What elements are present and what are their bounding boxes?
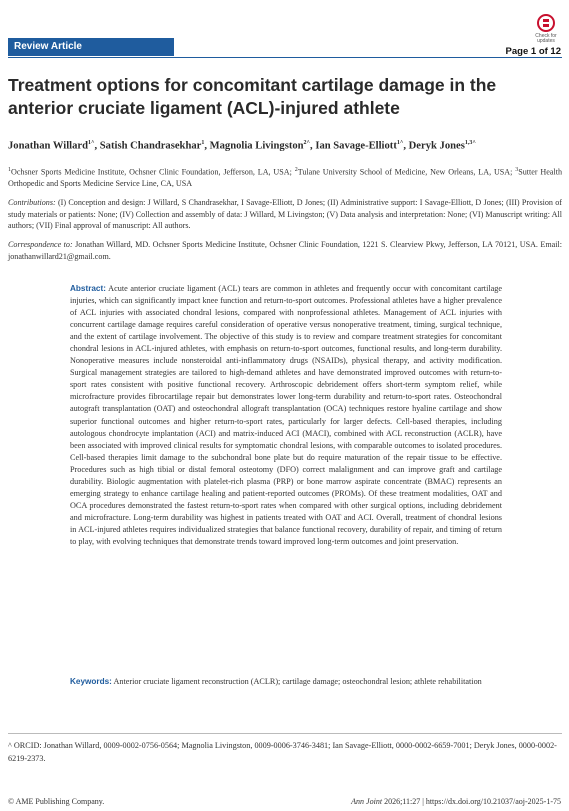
contributions-text: (I) Conception and design: J Willard, S Chandrasekhar, I Savage-Elliott, D Jones; (II) Administrative support: I Savage-Elliott, D Jones; (III) Provision of study materials or patients: None; (IV) Collection and assembly of data: J Willard, M Livingston; (V) Data analysis and interpretation: None; (VI) Manuscript writing: All authors; (VII) Final approval of manuscript: All authors. [8,198,562,231]
contributions-label: Contributions: [8,198,56,207]
author-affiliation: 1,3^ [464,140,476,146]
article-type-badge: Review Article [8,38,174,56]
author-affiliation: 1^ [396,140,404,146]
author-name: Satish Chandrasekhar [99,140,202,152]
author-name: Ian Savage-Elliott [315,140,397,152]
contributions [8,197,562,232]
keywords [70,676,502,688]
affiliation-text: Tulane University School of Medicine, New Orleans, LA, USA; [297,167,516,177]
article-title: Treatment options for concomitant cartilage damage in the anterior cruciate ligament (ACL)-injured athlete [8,75,497,118]
journal-citation [351,797,561,806]
author-affiliation: 2^ [303,140,311,146]
affiliations [8,165,562,190]
citation-doi: 2026;11:27 | https://dx.doi.org/10.21037/aoj-2025-1-75 [382,797,561,806]
affiliation-number: 2 [294,167,298,173]
keywords-label: Keywords: [70,677,112,686]
abstract [70,283,502,548]
author-affiliation: 1^ [87,140,95,146]
author-list: Jonathan Willard$^{1\^{}}$, Satish Chandrasekhar$^1$, Magnolia Livingston$^{2\^{}}$, Ian Savage-Elliott$^{1\^{}}$, Deryk Jones$^{1,3\^{}}$ [8,140,476,152]
abstract-text: Acute anterior cruciate ligament (ACL) tears are common in athletes and frequently occur with concomitant cartilage injuries, which can significantly impact knee function and return-to-sport outcomes. Professional athletes have a higher prevalence of ACL injuries with associated chondral lesions, compared with nonprofessional athletes. Management of ACL injuries with concurrent cartilage damage requires careful consideration of operative versus nonoperative treatment, timing, surgical technique, and the extent of cartilage involvement. The objective of this study is to review and compare treatment strategies for concomitant chondral lesions in ACL-injured athletes, with emphasis on return-to-sport outcomes, functional results, and long-term durability. Nonoperative measures include nonsteroidal anti-inflammatory drugs (NSAIDs), physical therapy, and activity modification. Surgical management strategies are tailored to high-demand athletes and have demonstrated improved outcomes with return-to-sport rates consistent with positive functional recovery. Arthroscopic debridement offers short-term symptom relief, while microfracture provides fibrocartilage repair but demonstrates lower long-term durability and return-to-sport rates. Osteochondral autograft transplantation (OAT) and osteochondral allograft transplantation (OCA) techniques restore hyaline cartilage and show superior functional outcomes and higher return-to-sport rates, particularly for larger defects. Cell-based therapies, including autologous chondrocyte implantation (ACI) and matrix-induced ACI (MACI), combined with ACL reconstruction (ACLR), have been associated with improved clinical results for symptomatic chondral lesions, with comparable outcomes to isolated procedures. Cell-based therapies limit damage to the subchondral bone plate but do require maturation of the repair tissue to be effective. Procedures such as high tibial or distal femoral osteotomy (DFO) correct malalignment and can improve graft and cartilage durability. Biologic augmentation with platelet-rich plasma (PRP) or bone marrow aspirate concentrate (BMAC) represents an emerging strategy to enhance cartilage healing and patient-reported outcomes (PROMs). Of these treatment modalities, OAT and OCA procedures demonstrated the fastest return-to-sport rates when compared with other surgical options, including debridement and microfracture. Long-term durability was highest in patients treated with OAT and ACI. Overall, treatment of chondral lesions in ACL-injured athletes requires individualized strategies that balance functional recovery, durability of repair, and timing of return to play, with evolving techniques that demonstrate trends toward improved long-term outcomes and joint preservation. [70,284,502,546]
publisher-copyright: © AME Publishing Company. [8,797,105,806]
author-name: Jonathan Willard [8,140,88,152]
journal-name: Ann Joint [351,797,383,806]
correspondence-label: Correspondence to: [8,240,73,249]
check-for-updates-label: Check for updates [535,33,557,44]
correspondence [8,239,562,262]
author-name: Deryk Jones [408,140,465,152]
check-for-updates-icon [537,14,555,32]
check-for-updates-button[interactable] [530,14,562,48]
keywords-text: Anterior cruciate ligament reconstruction (ACLR); cartilage damage; osteochondral lesion; athlete rehabilitation [111,677,482,686]
affiliation-text: Ochsner Sports Medicine Institute, Ochsner Clinic Foundation, Jefferson, LA, USA; [11,167,295,177]
header-divider [8,57,562,58]
author-affiliation: 1 [201,140,205,146]
footnote-divider [8,733,562,734]
affiliation-text: Sutter Health Orthopedic and Sports Medicine Service Line, CA, USA [8,167,563,189]
affiliation-number: 1 [8,167,11,173]
author-name: Magnolia Livingston [209,140,304,152]
abstract-label: Abstract: [70,284,106,293]
page-number: Page 1 of 12 [505,46,561,57]
correspondence-text: Jonathan Willard, MD. Ochsner Sports Medicine Institute, Ochsner Clinic Foundation, 1221 S. Clearview Pkwy, Jefferson, LA 70121, USA. Email: jonathanwillard21@gmail.com. [8,240,562,261]
affiliation-number: 3 [515,167,519,173]
orcid-footnote: ^ ORCID: Jonathan Willard, 0009-0002-0756-0564; Magnolia Livingston, 0009-0006-3746-3481; Ian Savage-Elliott, 0000-0002-6659-7001; Deryk Jones, 0000-0002-6219-2373. [8,741,557,763]
